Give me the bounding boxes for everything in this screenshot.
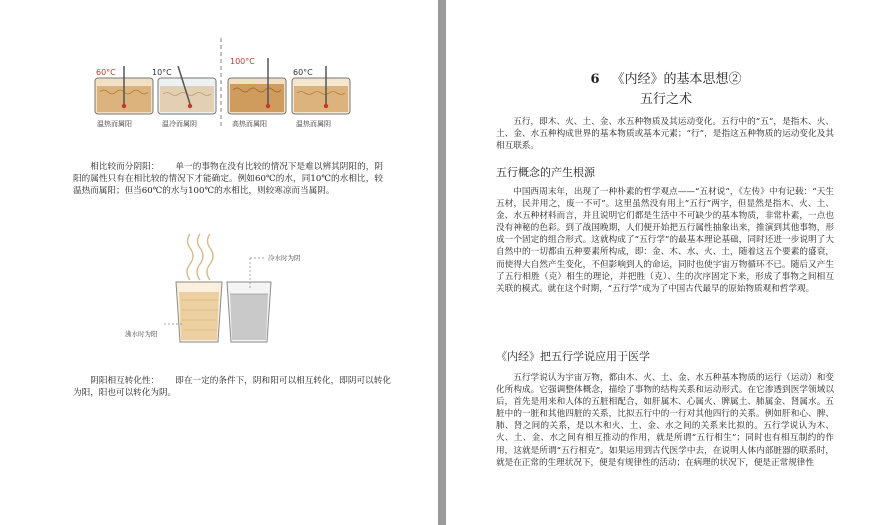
- beaker-figure: [0, 0, 438, 140]
- chapter-number: 6: [590, 72, 600, 87]
- glasses-figure: [0, 228, 438, 348]
- chapter-title: 《内经》的基本思想②: [611, 72, 742, 87]
- section-heading-origin: 五行概念的产生根源: [496, 166, 595, 179]
- beaker-hot-100: [228, 58, 286, 114]
- section-heading-medicine: 《内经》把五行学说应用于医学: [496, 350, 650, 363]
- temp-label-1: 60°C: [96, 68, 116, 77]
- caption-3: 高热而属阳: [232, 120, 267, 128]
- paragraph-body: 即在一定的条件下，阴和阳可以相互转化，即阴可以转化为阳，阳也可以转化为阴。: [73, 376, 391, 399]
- caption-1: 温热而属阳: [97, 120, 132, 128]
- hot-water-glass: [176, 282, 222, 342]
- paragraph-lead: 阴阳相互转化性：: [90, 376, 160, 386]
- section-medicine-body: 五行学说认为宇宙万物，都由木、火、土、金、水五种基本物质的运行（运动）和变化所构成。它强调整体概念，描绘了事物的结构关系和运动形式。在它渗透到医学领域以后，首先是用来和人体的五脏相配合，如肝属木、心属火、脾属土、肺属金、肾属水。五脏中的一脏和其他四脏的关系，比拟五行中的一行对其他四行的关系。例如肝和心、脾、肺、肾之间的关系，是以木和火、土、金、水之间的关系来比拟的。五行学说认为木、火、土、金、水之间有相互推动的作用，就是所谓“五行相生”；同时也有相互制约的作用，这就是所谓“五行相克”。如果运用到古代医学中去，在说明人体内部脏器的联系时，就是在正常的生理状况下，便是有规律性的活动；在病理的状况下，便是正常规律性: [496, 373, 834, 468]
- cold-water-label: 冷水时为阴: [268, 254, 301, 262]
- temp-label-2: 10°C: [152, 68, 172, 77]
- caption-4: 温热而属阴: [296, 120, 331, 128]
- temp-label-4: 60°C: [293, 68, 313, 77]
- paragraph-mutual-transformation: [73, 375, 391, 399]
- caption-2: 温冷而属阴: [162, 120, 197, 128]
- paragraph-body: 单一的事物在没有比较的情况下是难以辨其阴阳的，阴阳的属性只有在相比较的情况下才能确定。例如60℃的水，同10℃的水相比，较温热而属阳；但当60℃的水与100℃的水相比，则较寒凉而当属阴。: [73, 162, 383, 197]
- right-page: [446, 0, 886, 525]
- boiling-water-label: 沸水时为阳: [125, 330, 158, 338]
- intro-paragraph: 五行，即木、火、土、金、水五种物质及其运动变化。五行中的“五”，是指木、火、土、金、水五种构成世界的基本物质或基本元素；“行”，是指这五种物质的运动变化及其相互联系。: [496, 117, 834, 152]
- paragraph-relative-yin-yang: [73, 161, 383, 197]
- steam-lines: [187, 234, 213, 280]
- paragraph-lead: 相比较而分阴阳：: [90, 162, 160, 172]
- page-gutter: [438, 0, 446, 525]
- left-page: [0, 0, 438, 525]
- chapter-subtitle: 五行之术: [639, 92, 692, 107]
- chapter-heading: [446, 68, 886, 87]
- temp-label-3: 100°C: [230, 57, 255, 66]
- cold-water-glass: [227, 282, 271, 342]
- section-origin-body: 中国西周末年，出现了一种朴素的哲学观点——“五材说”，《左传》中有记载：“天生五材，民并用之，废一不可”。这里虽然没有用上“五行”两字，但显然是指木、火、土、金、水五种材料而言，并且说明它们都是生活中不可缺少的基本物质，非常朴素，一点也没有神秘的色彩。到了战国晚期，人们便开始把五行属性抽象出来，推演到其他事物，形成一个固定的组合形式。这就构成了“五行学”的最基本理论基础，同时还进一步说明了大自然中的一切都由五种要素所构成，即：金、木、水、火、土，随着这五个要素的盛衰，而使得大自然产生变化，不但影响到人的命运，同时也使宇宙万物循环不已。随后又产生了五行相胜（克）相生的理论，并把胜（克）、生的次序固定下来，形成了事物之间相互关联的模式。就在这个时期，“五行学”成为了中国古代最早的原始物质观和哲学观。: [496, 187, 834, 294]
